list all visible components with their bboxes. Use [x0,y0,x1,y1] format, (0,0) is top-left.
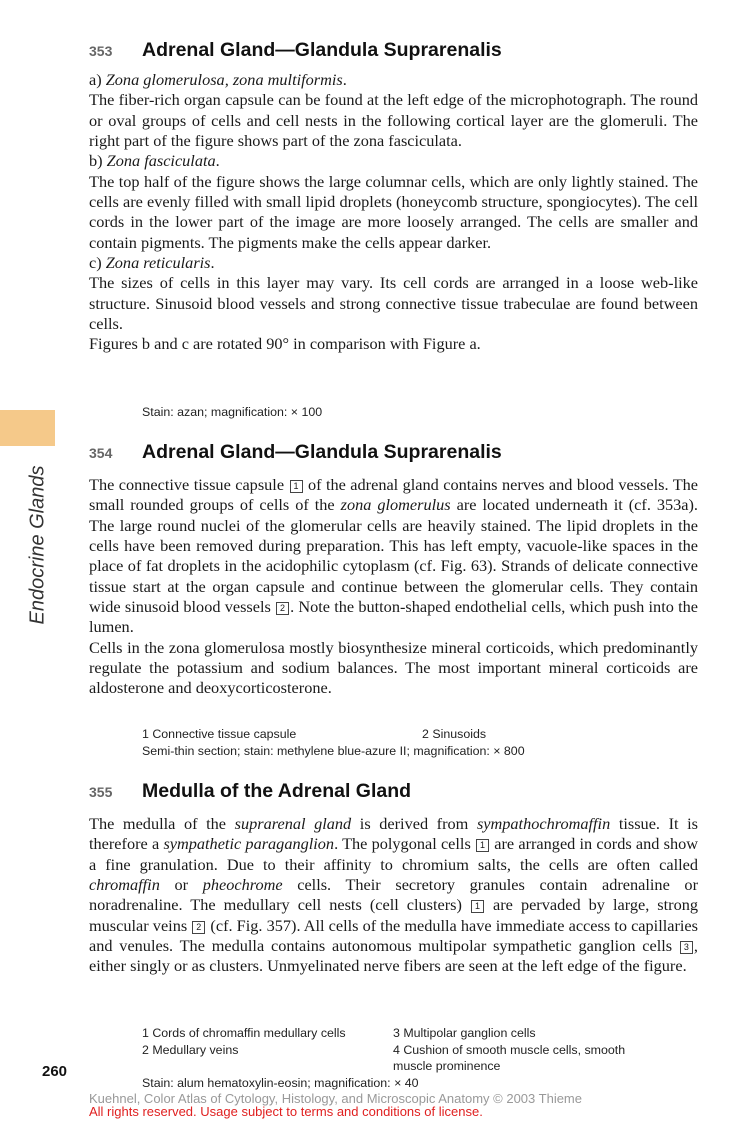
figure-number: 353 [89,43,113,59]
term: Zona reticularis [105,253,211,273]
page-number: 260 [42,1063,68,1080]
copyright-footer [89,1092,582,1118]
label: a) [89,70,102,89]
paragraph: The fiber-rich organ capsule can be found at the left edge of the microphotograph. The round or oval groups of cells and cell nests in the following cortical layer are the glomeruli. The right part of the figure shows part of the zona fasciculata. [89,90,698,151]
section-heading [89,778,698,805]
marker-1: 1 [471,900,484,913]
paragraph: The sizes of cells in this layer may vary. Its cell cords are arranged in a loose web-like structure. Sinusoid blood vessels and strong connective tissue trabeculae are found between cells. [89,273,698,334]
section-354 [89,439,698,699]
paragraph: Figures b and c are rotated 90° in comparison with Figure a. [89,334,481,354]
section-355 [89,778,698,977]
legend-item: 2 Medullary veins [142,1042,239,1057]
legend-item: 1 Cords of chromaffin medullary cells [142,1026,346,1040]
marker-2: 2 [276,602,289,615]
paragraph: Cells in the zona glomerulosa mostly biosynthesize mineral corticoids, which predominantly regulate the potassium and sodium balances. The most important mineral corticoids are aldosterone and deoxycorticosterone. [89,637,698,698]
section-side-label: Endocrine Glands [26,465,49,625]
term: Zona glomerulosa, zona multiformis [105,70,343,89]
label: c) [89,253,102,273]
marker-3: 3 [680,941,693,954]
figure-legend [142,726,622,759]
stain-caption: Stain: azan; magnification: × 100 [142,405,323,419]
paragraph: a) Zona glomerulosa, zona multiformis. [89,70,347,89]
marker-1: 1 [476,839,489,852]
section-353 [89,37,698,355]
figure-legend [142,1025,633,1091]
license-line: All rights reserved. Usage subject to terms and conditions of license. [89,1104,483,1119]
section-body [89,475,698,699]
marker-2: 2 [192,921,205,934]
paragraph: The medulla of the suprarenal gland is derived from sympathochromaffin tissue. It is therefore a sympathetic paraganglion. The polygonal cells 1 are arranged in cords and show a fine granulation. Due to their affinity to chromium salts, the cells are often called chromaffin or pheochrome cells. Their secretory granules contain adrenaline or noradrenaline. The medullary cell nests (cell clusters) 1 are pervaded by large, strong muscular veins 2 (cf. Fig. 357). All cells of the medulla have immediate access to capillaries and venules. The medulla contains autonomous multipolar sympathetic ganglion cells 3 , either singly or as clusters. Unmyelinated nerve fibers are seen at the left edge of the figure. [89,814,699,976]
section-title: Adrenal Gland—Glandula Suprarenalis [142,39,502,61]
section-body [89,70,698,355]
paragraph: The top half of the figure shows the large columnar cells, which are only lightly stained. The cells are evenly filled with small lipid droplets (honeycomb structure, spongiocytes). The cell cords in the lower part of the image are more loosely arranged. The cells are smaller and contain pigments. The pigments make the cells appear darker. [89,171,698,252]
section-body [89,814,698,977]
legend-item: 3 Multipolar ganglion cells [393,1026,536,1040]
term: Zona fasciculata [106,151,216,171]
figure-number: 355 [89,784,113,800]
stain-caption: Semi-thin section; stain: methylene blue-azure II; magnification: × 800 [142,743,525,758]
section-title: Medulla of the Adrenal Gland [142,780,412,802]
label: b) [89,151,103,171]
section-title: Adrenal Gland—Glandula Suprarenalis [142,441,502,463]
legend-item: 1 Connective tissue capsule [142,727,297,741]
copyright-line: Kuehnel, Color Atlas of Cytology, Histology, and Microscopic Anatomy © 2003 Thieme [89,1091,582,1106]
paragraph: The connective tissue capsule 1 of the adrenal gland contains nerves and blood vessels. The small rounded groups of cells of the zona glomerulus are located underneath it (cf. 353a). The large round nuclei of the glomerular cells are heavily stained. The lipid droplets in the cells have been removed during preparation. This has left empty, vacuole-like spaces in the place of fat droplets in the acidophilic cytoplasm (cf. Fig. 63). Strands of delicate connective tissue start at the organ capsule and continue between the glomerular cells. They contain wide sinusoid blood vessels 2 . Note the button-shaped endothelial cells, which push into the lumen. [89,475,699,637]
figure-number: 354 [89,445,113,461]
paragraph: c) Zona reticularis. [89,253,215,273]
section-heading [89,439,698,466]
paragraph: b) Zona fasciculata. [89,151,220,171]
marker-1: 1 [290,480,303,493]
section-tab-marker [0,410,55,446]
section-heading [89,37,698,64]
stain-caption: Stain: alum hematoxylin-eosin; magnification: × 40 [142,1075,419,1090]
legend-item: 4 Cushion of smooth muscle cells, smooth muscle prominence [393,1042,626,1073]
legend-item: 2 Sinusoids [422,727,487,741]
